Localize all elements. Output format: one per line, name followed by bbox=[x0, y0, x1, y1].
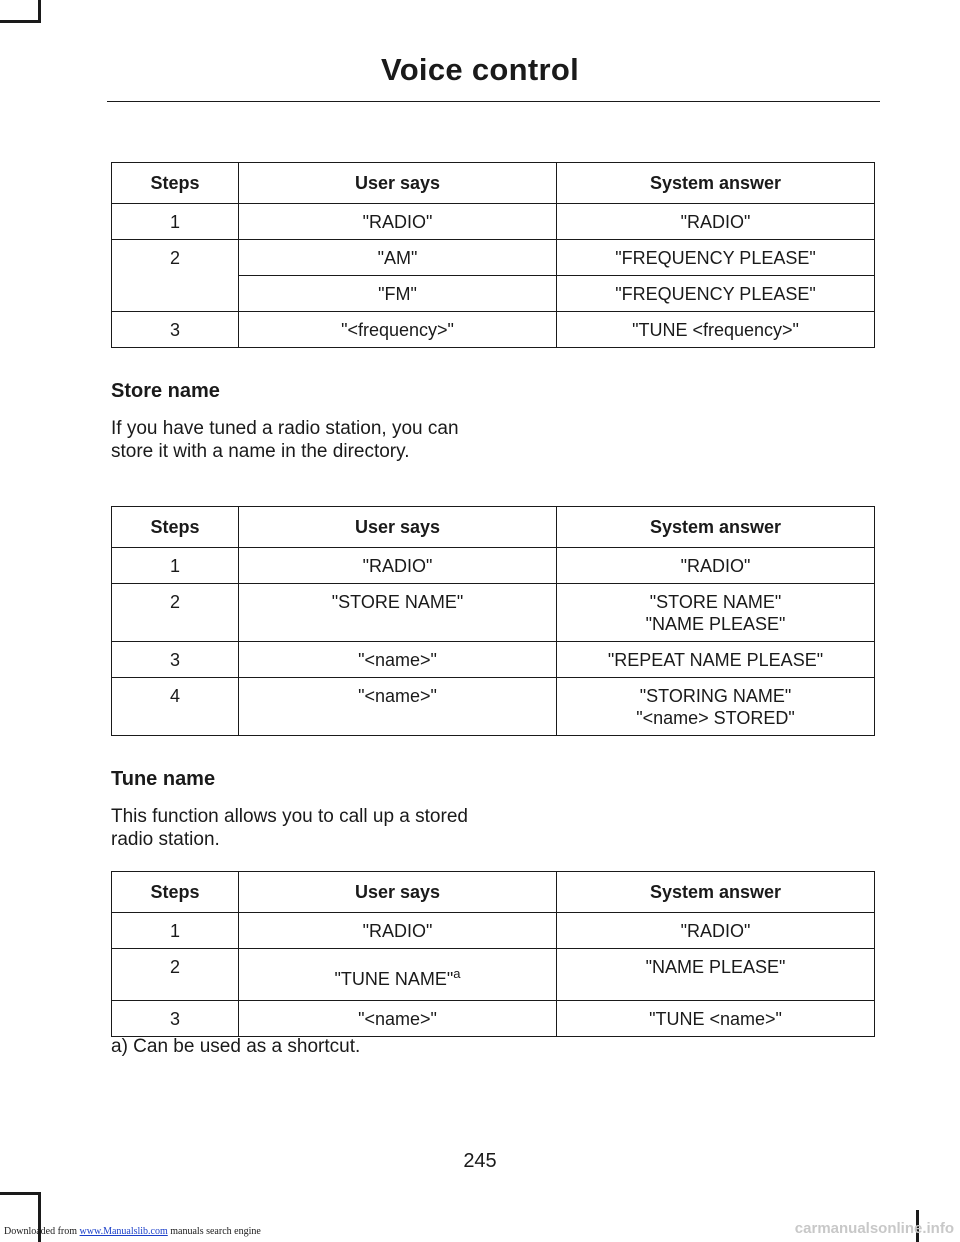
crop-mark-top-left bbox=[38, 0, 41, 22]
user-says-cell: "STORE NAME" bbox=[239, 584, 557, 642]
system-answer-cell: "REPEAT NAME PLEASE" bbox=[557, 642, 875, 678]
section-heading-tune-name: Tune name bbox=[111, 768, 216, 790]
column-header-steps: Steps bbox=[112, 507, 239, 548]
system-answer-cell: "RADIO" bbox=[557, 548, 875, 584]
table-row bbox=[112, 584, 875, 642]
source-suffix: manuals search engine bbox=[167, 1226, 261, 1237]
manualslib-link[interactable]: www.Manualslib.com bbox=[79, 1226, 168, 1237]
tune-name-table bbox=[111, 871, 875, 1037]
user-says-cell: "RADIO" bbox=[239, 204, 557, 240]
column-header-steps: Steps bbox=[112, 163, 239, 204]
user-says-cell: "RADIO" bbox=[239, 913, 557, 949]
user-says-cell bbox=[239, 949, 557, 1001]
footnote-marker: a bbox=[453, 966, 461, 981]
system-answer-cell: "NAME PLEASE" bbox=[557, 949, 875, 1001]
step-cell: 1 bbox=[112, 204, 239, 240]
column-header-steps: Steps bbox=[112, 872, 239, 913]
user-says-cell: "<name>" bbox=[239, 678, 557, 736]
step-cell: 1 bbox=[112, 913, 239, 949]
table-row bbox=[112, 240, 875, 276]
step-cell: 2 bbox=[112, 584, 239, 642]
table-row bbox=[112, 548, 875, 584]
table-row bbox=[112, 1001, 875, 1037]
step-cell: 3 bbox=[112, 1001, 239, 1037]
user-says-cell: "AM" bbox=[239, 240, 557, 276]
column-header-system-answer: System answer bbox=[557, 872, 875, 913]
system-answer-cell: "FREQUENCY PLEASE" bbox=[557, 240, 875, 276]
user-says-cell: "<name>" bbox=[239, 642, 557, 678]
step-cell: 4 bbox=[112, 678, 239, 736]
table-footnote: a) Can be used as a shortcut. bbox=[111, 1036, 361, 1057]
user-says-cell: "RADIO" bbox=[239, 548, 557, 584]
step-cell: 2 bbox=[112, 240, 239, 276]
table-row bbox=[112, 204, 875, 240]
page-number: 245 bbox=[463, 1150, 497, 1172]
system-answer-cell: "FREQUENCY PLEASE" bbox=[557, 276, 875, 312]
column-header-user-says: User says bbox=[239, 872, 557, 913]
section-heading-store-name: Store name bbox=[111, 380, 220, 402]
table-header-row bbox=[112, 872, 875, 913]
table-header-row bbox=[112, 163, 875, 204]
source-prefix: Downloaded from bbox=[4, 1226, 80, 1237]
system-answer-cell: "TUNE <name>" bbox=[557, 1001, 875, 1037]
system-answer-cell: "STORING NAME" "<name> STORED" bbox=[557, 678, 875, 736]
user-says-cell: "<name>" bbox=[239, 1001, 557, 1037]
step-cell: 1 bbox=[112, 548, 239, 584]
crop-mark-top-left-h bbox=[0, 20, 41, 23]
system-answer-cell: "TUNE <frequency>" bbox=[557, 312, 875, 348]
column-header-system-answer: System answer bbox=[557, 507, 875, 548]
title-rule bbox=[107, 101, 880, 102]
section-text-store-name: If you have tuned a radio station, you can store it with a name in the directory. bbox=[111, 418, 459, 462]
user-says-cell: "<frequency>" bbox=[239, 312, 557, 348]
table-row bbox=[112, 276, 875, 312]
source-line bbox=[4, 1226, 261, 1237]
store-name-table bbox=[111, 506, 875, 736]
column-header-user-says: User says bbox=[239, 163, 557, 204]
table-row bbox=[112, 913, 875, 949]
user-says-cell: "FM" bbox=[239, 276, 557, 312]
column-header-user-says: User says bbox=[239, 507, 557, 548]
page-title: Voice control bbox=[381, 52, 579, 87]
column-header-system-answer: System answer bbox=[557, 163, 875, 204]
step-cell: 2 bbox=[112, 949, 239, 1001]
radio-frequency-table bbox=[111, 162, 875, 348]
user-says-text: "TUNE NAME" bbox=[334, 969, 454, 989]
system-answer-cell: "RADIO" bbox=[557, 913, 875, 949]
table-header-row bbox=[112, 507, 875, 548]
table-row bbox=[112, 949, 875, 1001]
table-row bbox=[112, 642, 875, 678]
system-answer-cell: "STORE NAME" "NAME PLEASE" bbox=[557, 584, 875, 642]
table-row bbox=[112, 678, 875, 736]
system-answer-cell: "RADIO" bbox=[557, 204, 875, 240]
section-text-tune-name: This function allows you to call up a stored radio station. bbox=[111, 806, 468, 850]
step-cell bbox=[112, 276, 239, 312]
table-row bbox=[112, 312, 875, 348]
step-cell: 3 bbox=[112, 642, 239, 678]
step-cell: 3 bbox=[112, 312, 239, 348]
crop-mark-bottom-left-h bbox=[0, 1192, 41, 1195]
watermark: carmanualsonline.info bbox=[794, 1220, 954, 1237]
